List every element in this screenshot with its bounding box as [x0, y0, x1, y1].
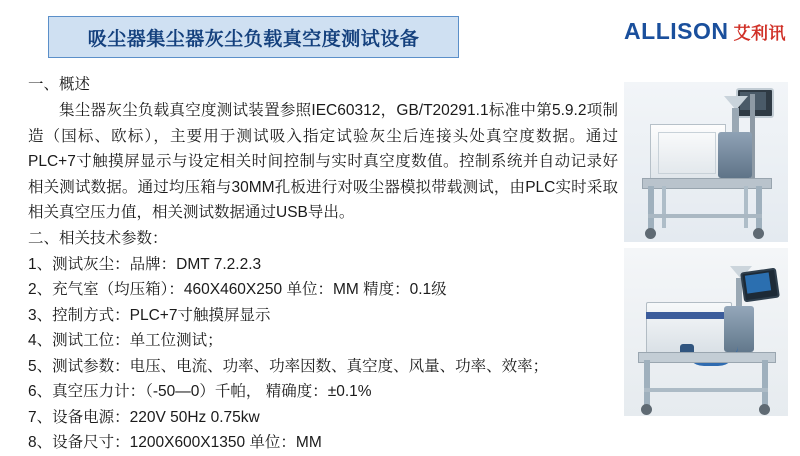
cabinet-door [658, 132, 716, 174]
bench-leg [744, 186, 748, 228]
brand-name-cn: 艾利讯 [733, 24, 786, 43]
caster-wheel [753, 228, 764, 239]
bench-leg [648, 186, 654, 230]
bench-leg [762, 360, 768, 406]
parameters-list [28, 252, 618, 456]
caster-wheel [641, 404, 652, 415]
caster-wheel [759, 404, 770, 415]
bench-leg [644, 360, 650, 406]
page-title: 吸尘器集尘器灰尘负载真空度测试设备 [87, 28, 420, 50]
page-title-box [48, 16, 459, 58]
feed-pipe [732, 108, 739, 134]
pressure-chamber [718, 132, 752, 178]
caster-wheel [645, 228, 656, 239]
list-item: 4、测试工位：单工位测试； [28, 332, 223, 349]
list-item: 6、真空压力计：（-50—0）千帕， 精确度：±0.1% [28, 383, 372, 400]
brand-name-en: ALLISON [624, 18, 729, 44]
brand-logo [624, 18, 786, 45]
document-body [28, 72, 618, 456]
bench-top [638, 352, 776, 363]
list-item: 2、充气室（均压箱）：460X460X250 单位：MM 精度：0.1级 [28, 281, 447, 298]
parameters-heading: 二、相关技术参数： [28, 229, 168, 247]
overview-heading: 一、概述 [28, 76, 91, 93]
list-item: 8、设备尺寸：1200X600X1350 单位：MM [28, 434, 322, 451]
overview-paragraph: 集尘器灰尘负载真空度测试装置参照IEC60312，GB/T20291.1标准中第5.9.2项制造（国标、欧标），主要用于测试吸入指定试验灰尘后连接头处真空度数据。通过PLC+7寸触摸屏显示与设定相关时间控制与实时真空度数值。控制系统并自动记录好相关测试数据。通过均压箱与30MM孔板进行对吸尘器模拟带载测试，由PLC实时采取相关真空压力值，相关测试数据通过USB导出。 [28, 102, 618, 221]
bench-leg [756, 186, 762, 230]
bench-leg [662, 186, 666, 228]
equipment-photo-bottom [624, 248, 788, 416]
list-item: 1、测试灰尘：品牌：DMT 7.2.2.3 [28, 255, 262, 273]
list-item: 3、控制方式：PLC+7寸触摸屏显示 [28, 306, 271, 324]
bench-rail [648, 214, 762, 218]
bench-rail [644, 388, 768, 392]
equipment-photo-top [624, 82, 788, 242]
body-stripe [646, 312, 730, 319]
list-item: 5、测试参数：电压、电流、功率、功率因数、真空度、风量、功率、效率； [28, 357, 549, 375]
list-item: 7、设备电源：220V 50Hz 0.75kw [28, 408, 260, 426]
touchscreen-display [745, 272, 771, 293]
